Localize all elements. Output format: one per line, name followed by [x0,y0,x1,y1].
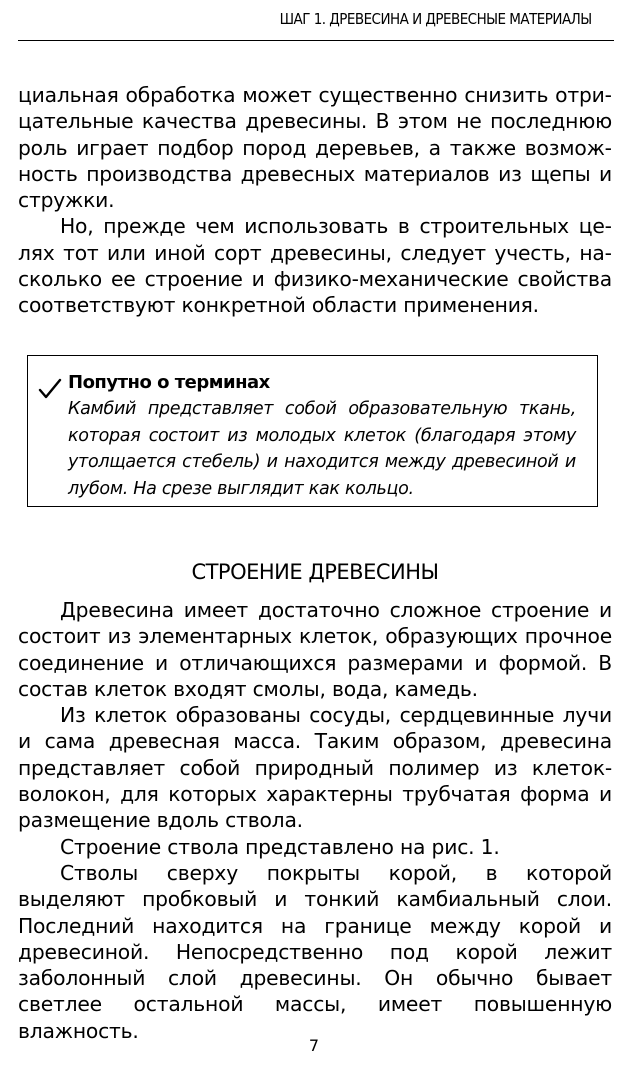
intro-paragraph-1: циальная обработка может существенно снизить отрицательные качества древесины. В этом не последнюю роль играет подбор пород деревьев, а также возможность производства древесных материалов из щепы и стружки. [18,83,612,213]
note-text: Камбий представляет собой образовательную ткань, которая состоит из молодых клеток (благодаря этому утолщается стебель) и находится между древесиной и лубом. На срезе выглядит как кольцо. [68,399,576,499]
section-paragraph-4: Стволы сверху покрыты корой, в которой выделяют пробковый и тонкий камбиальный слои. Последний находится на границе между корой и древесиной. Непосредственно под корой лежит заболонный слой древесины. Он обычно бывает светлее остальной массы, имеет повышенную влажность. [18,860,612,1043]
check-icon [38,378,62,400]
section-text [18,597,612,1044]
running-header [18,0,614,41]
section-paragraph-1: Древесина имеет достаточно сложное строение и состоит из элементарных клеток, образующих прочное соединение и отличающихся размерами и формой. В состав клеток входят смолы, вода, камедь. [18,598,612,701]
section-heading: СТРОЕНИЕ ДРЕВЕСИНЫ [191,560,439,584]
intro-text [18,82,612,319]
note-title: Попутно о терминах [68,372,270,393]
section-paragraph-2: Из клеток образованы сосуды, сердцевинные лучи и сама древесная масса. Таким образом, древесина представляет собой природный полимер из клеток-волокон, для которых характерны трубчатая форма и размещение вдоль ствола. [18,703,612,833]
running-title: ШАГ 1. ДРЕВЕСИНА И ДРЕВЕСНЫЕ МАТЕРИАЛЫ [280,10,592,28]
intro-paragraph-2: Но, прежде чем использовать в строительных целях тот или иной сорт древесины, следует учесть, насколько ее строение и физико-механические свойства соответствуют конкретной области применения. [18,214,612,318]
page-number: 7 [308,1036,320,1055]
section-paragraph-3: Строение ствола представлено на рис. 1. [60,834,500,859]
terms-note-box [27,355,598,507]
